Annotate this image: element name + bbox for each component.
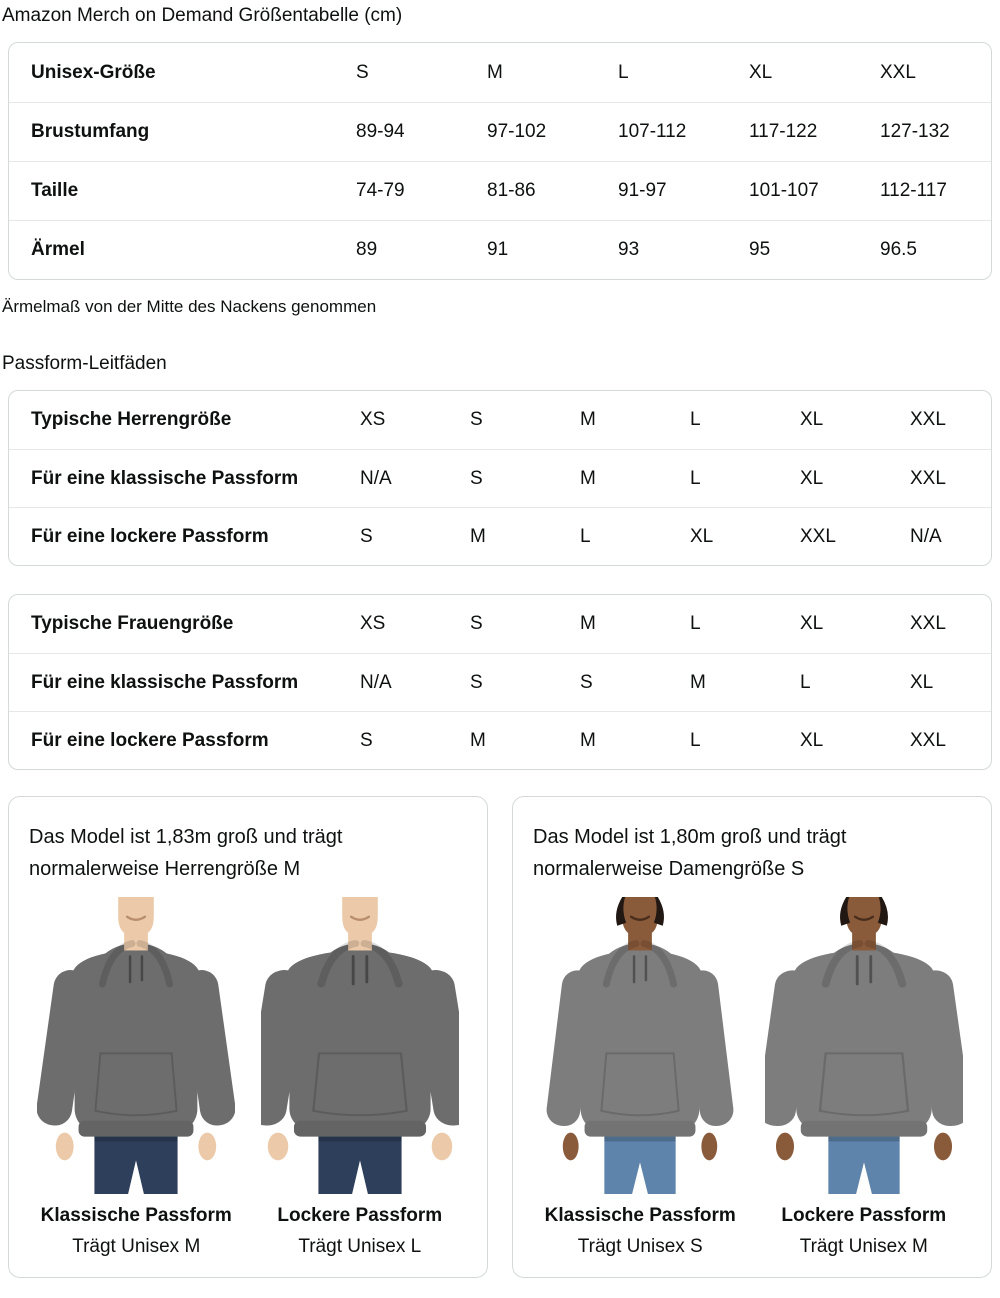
row-label: Für eine klassische Passform	[31, 467, 299, 489]
cell-value: S	[470, 409, 483, 430]
men-fit-row-loose	[9, 507, 991, 565]
cell-value: XL	[800, 409, 824, 430]
cell-value: S	[580, 671, 593, 693]
cell-value: 93	[618, 239, 640, 260]
women-fit-row-loose	[9, 711, 991, 769]
row-label: Für eine klassische Passform	[31, 671, 299, 693]
model-figure-male-loose	[255, 897, 465, 1259]
cell-value: M	[580, 729, 596, 751]
hoodie-garment	[545, 944, 735, 1161]
cell-value: M	[580, 613, 596, 634]
row-label: Für eine lockere Passform	[31, 525, 269, 547]
male-loose-hoodie-photo	[261, 897, 459, 1194]
fit-label: Klassische Passform	[40, 1205, 232, 1226]
cell-value: 89	[356, 239, 378, 260]
size-header-value: XL	[749, 61, 773, 83]
women-fit-table	[8, 594, 992, 770]
cell-value: M	[580, 467, 596, 489]
unisex-size-table	[8, 42, 992, 280]
page-title: Amazon Merch on Demand Größentabelle (cm)	[2, 5, 403, 26]
fit-label: Lockere Passform	[781, 1205, 947, 1226]
model-description: Das Model ist 1,83m groß und trägt normalerweise Herrengröße M	[29, 826, 343, 880]
model-card-men	[8, 796, 488, 1278]
cell-value: L	[580, 525, 591, 547]
model-figure-female-loose	[759, 897, 969, 1259]
cell-value: 81-86	[487, 180, 536, 201]
cell-value: L	[800, 671, 811, 693]
size-table-header-label: Unisex-Größe	[31, 61, 156, 83]
men-fit-row-classic	[9, 449, 991, 507]
cell-value: XL	[800, 467, 824, 489]
model-cards	[8, 796, 992, 1278]
cell-value: XXL	[910, 613, 946, 634]
cell-value: XS	[360, 613, 386, 634]
cell-value: N/A	[360, 467, 392, 489]
size-table-row-header	[9, 43, 991, 102]
cell-value: XXL	[910, 467, 946, 489]
women-fit-row-typical	[9, 595, 991, 653]
model-description: Das Model ist 1,80m groß und trägt normalerweise Damengröße S	[533, 826, 847, 880]
cell-value: S	[470, 467, 483, 489]
model-figure-male-classic	[31, 897, 241, 1259]
cell-value: S	[470, 671, 483, 693]
cell-value: N/A	[910, 525, 942, 547]
cell-value: XL	[800, 729, 824, 751]
cell-value: XL	[690, 525, 714, 547]
cell-value: 127-132	[880, 121, 950, 142]
model-card-women	[512, 796, 992, 1278]
size-table-row-brustumfang	[9, 102, 991, 161]
cell-value: L	[690, 409, 701, 430]
female-classic-hoodie-photo	[541, 897, 739, 1194]
size-table-row-aermel	[9, 220, 991, 279]
cell-value: 96.5	[880, 239, 917, 260]
cell-value: XL	[910, 671, 934, 693]
cell-value: M	[470, 525, 486, 547]
female-loose-hoodie-photo	[765, 897, 963, 1194]
row-label: Ärmel	[31, 239, 85, 260]
fit-label: Lockere Passform	[277, 1205, 443, 1226]
cell-value: 117-122	[749, 121, 818, 142]
cell-value: XS	[360, 409, 386, 430]
cell-value: 107-112	[618, 121, 687, 142]
row-label: Für eine lockere Passform	[31, 729, 269, 751]
cell-value: L	[690, 467, 701, 489]
male-classic-hoodie-photo	[37, 897, 235, 1194]
row-label: Typische Frauengröße	[31, 613, 234, 634]
cell-value: 91	[487, 239, 509, 260]
cell-value: XXL	[800, 525, 836, 547]
cell-value: XXL	[910, 729, 946, 751]
hoodie-garment	[765, 944, 963, 1161]
cell-value: 89-94	[356, 121, 405, 142]
size-header-value: M	[487, 61, 503, 83]
size-header-value: S	[356, 61, 369, 83]
size-label: Trägt Unisex L	[298, 1236, 422, 1257]
cell-value: XXL	[910, 409, 946, 430]
cell-value: 101-107	[749, 180, 819, 201]
size-chart-page	[0, 4, 1000, 1278]
cell-value: M	[690, 671, 706, 693]
fit-label: Klassische Passform	[544, 1205, 736, 1226]
hoodie-garment	[37, 944, 235, 1161]
size-label: Trägt Unisex M	[72, 1236, 201, 1257]
cell-value: S	[360, 525, 373, 547]
women-fit-row-classic	[9, 653, 991, 711]
cell-value: 95	[749, 239, 771, 260]
cell-value: 112-117	[880, 180, 947, 201]
cell-value: M	[470, 729, 486, 751]
model-figure-female-classic	[535, 897, 745, 1259]
sleeve-measure-note: Ärmelmaß von der Mitte des Nackens genommen	[2, 297, 377, 316]
cell-value: 91-97	[618, 180, 667, 201]
cell-value: L	[690, 729, 701, 751]
size-table-row-taille	[9, 161, 991, 220]
cell-value: M	[580, 409, 596, 430]
cell-value: N/A	[360, 671, 392, 693]
figure-row	[533, 897, 971, 1259]
cell-value: L	[690, 613, 701, 634]
men-fit-table	[8, 390, 992, 566]
men-fit-row-typical	[9, 391, 991, 449]
size-label: Trägt Unisex S	[577, 1236, 703, 1257]
figure-row	[29, 897, 467, 1259]
size-header-value: XXL	[880, 61, 916, 83]
cell-value: XL	[800, 613, 824, 634]
row-label: Taille	[31, 180, 79, 201]
cell-value: 74-79	[356, 180, 405, 201]
cell-value: 97-102	[487, 121, 547, 142]
cell-value: S	[470, 613, 483, 634]
row-label: Brustumfang	[31, 121, 150, 142]
row-label: Typische Herrengröße	[31, 409, 232, 430]
size-header-value: L	[618, 61, 629, 83]
hoodie-garment	[261, 944, 459, 1161]
fit-guides-heading: Passform-Leitfäden	[2, 353, 167, 374]
cell-value: S	[360, 729, 373, 751]
size-label: Trägt Unisex M	[799, 1236, 928, 1257]
